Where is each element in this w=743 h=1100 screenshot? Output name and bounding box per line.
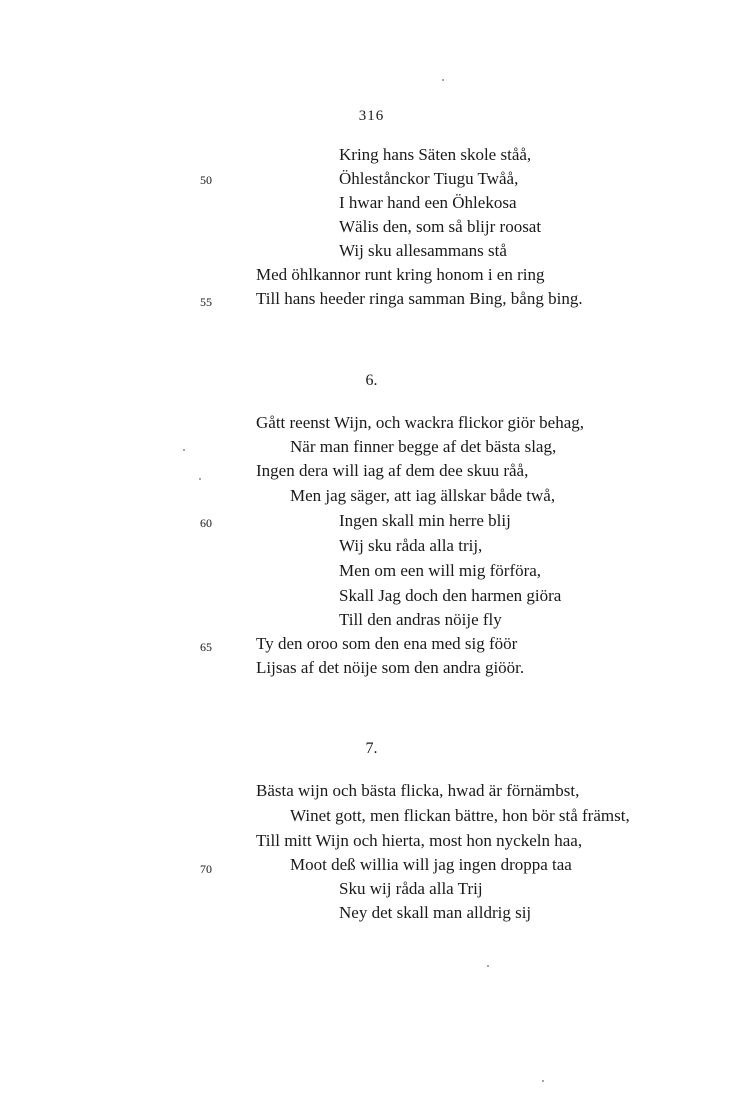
verse-line: När man finner begge af det bästa slag,	[290, 437, 557, 456]
line-number: 50	[200, 173, 212, 187]
verse-line: Wälis den, som så blijr roosat	[339, 217, 542, 236]
verse-line: I hwar hand een Öhlekosa	[339, 193, 517, 212]
verse-line: Till mitt Wijn och hierta, most hon nyckeln haa,	[256, 831, 583, 850]
verse-line: Ingen skall min herre blij	[339, 511, 511, 530]
verse-line: Ty den oroo som den ena med sig föör	[256, 634, 518, 653]
verse-line: Lijsas af det nöije som den andra giöör.	[256, 658, 525, 677]
scan-speck	[183, 449, 185, 451]
page-number: 316	[358, 108, 385, 124]
verse-line: Men om een will mig förföra,	[339, 561, 542, 580]
line-number: 65	[200, 640, 212, 654]
verse-line: Ingen dera will iag af dem dee skuu råå,	[256, 461, 529, 480]
verse-line: Ney det skall man alldrig sij	[339, 903, 532, 922]
verse-line: Wij sku råda alla trij,	[339, 536, 483, 555]
verse-line: Skall Jag doch den harmen giöra	[339, 586, 562, 605]
verse-line: Gått reenst Wijn, och wackra flickor giör behag,	[256, 413, 585, 432]
verse-line: Med öhlkannor runt kring honom i en ring	[256, 265, 545, 284]
verse-line: Men jag säger, att iag ällskar både twå,	[290, 486, 556, 505]
stanza-heading: 6.	[365, 372, 378, 389]
stanza-heading: 7.	[365, 740, 378, 757]
verse-line: Till den andras nöije fly	[339, 610, 502, 629]
verse-line: Kring hans Säten skole ståå,	[339, 145, 532, 164]
verse-line: Wij sku allesammans stå	[339, 241, 507, 260]
scan-speck	[487, 965, 489, 967]
verse-line: Moot deß willia will jag ingen droppa taa	[290, 855, 572, 874]
line-number: 60	[200, 516, 212, 530]
scan-speck	[442, 79, 444, 81]
line-number: 55	[200, 295, 212, 309]
verse-line: Sku wij råda alla Trij	[339, 879, 483, 898]
scan-speck	[542, 1080, 544, 1082]
scan-speck	[199, 478, 201, 480]
verse-line: Bästa wijn och bästa flicka, hwad är förnämbst,	[256, 781, 580, 800]
line-number: 70	[200, 862, 212, 876]
verse-line: Till hans heeder ringa samman Bing, bång bing.	[256, 289, 583, 308]
verse-line: Öhlestånckor Tiugu Twåå,	[339, 169, 519, 188]
verse-line: Winet gott, men flickan bättre, hon bör stå främst,	[290, 806, 630, 825]
